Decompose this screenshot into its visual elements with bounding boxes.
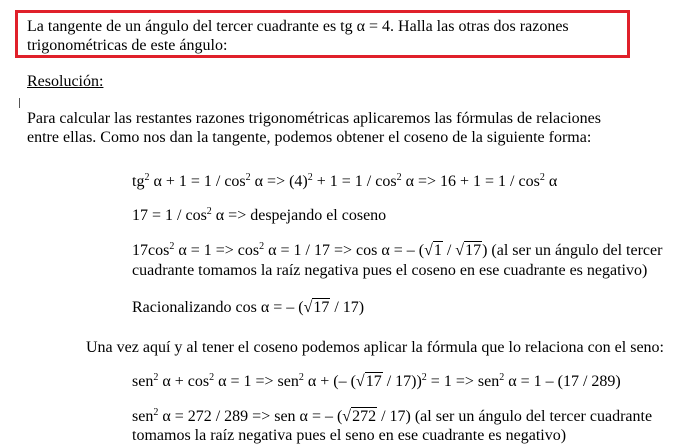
intro-line-2: entre ellas. Como nos dan la tangente, podemos obtener el coseno de la siguiente forma: [27,129,592,146]
intro-line-1: Para calcular las restantes razones trigonométricas aplicaremos las fórmulas de relaciones [27,110,601,127]
equation-tangent-identity: $tg^2$ $\alpha + 1 = 1 / \cos^2 \alpha => (4)^2 + 1 = 1 / \cos^2 \alpha => 16 + 1 = 1 / \cos^2 \alpha$ [132,172,558,190]
equation-rationalized-cos: Racionalizando cos α = – (√17 / 17) [132,299,365,316]
equation-pythagorean: sen$^2$ $\alpha + \cos^2 \alpha = 1 => sen^2$ α + (– (√17 / 17))$^2$ = 1 => sen$^2$ α = 1 – (17 / 289) [132,372,621,390]
equation-sin-value: sen$^2$ α = 272 / 289 => sen α = – (√272 / 17) (al ser un ángulo del tercer cuadrante [132,407,653,425]
equation-cos-squared: $17 = 1 / \cos^2 \alpha$ => despejando el coseno [132,206,387,224]
resolution-heading: Resolución: [27,73,104,90]
equation-cos-value: $17\cos^2$ $\alpha = 1 => \cos^2 \alpha = 1 / 17 => \cos \alpha$ = – (√1 / √17) (al ser un ángulo del tercer [132,241,663,259]
paragraph-sine: Una vez aquí y al tener el coseno podemos aplicar la fórmula que lo relaciona con el seno: [86,339,664,356]
equation-cos-value-note: cuadrante tomamos la raíz negativa pues el coseno en ese cuadrante es negativo) [132,262,648,279]
text-cursor [19,98,20,108]
problem-statement: La tangente de un ángulo del tercer cuadrante es tg α = 4. Halla las otras dos razones trigonométricas de este ángulo: [27,18,569,54]
equation-sin-value-note: tomamos la raíz negativa pues el seno en ese cuadrante es negativo) [132,427,567,444]
problem-box [15,10,630,58]
